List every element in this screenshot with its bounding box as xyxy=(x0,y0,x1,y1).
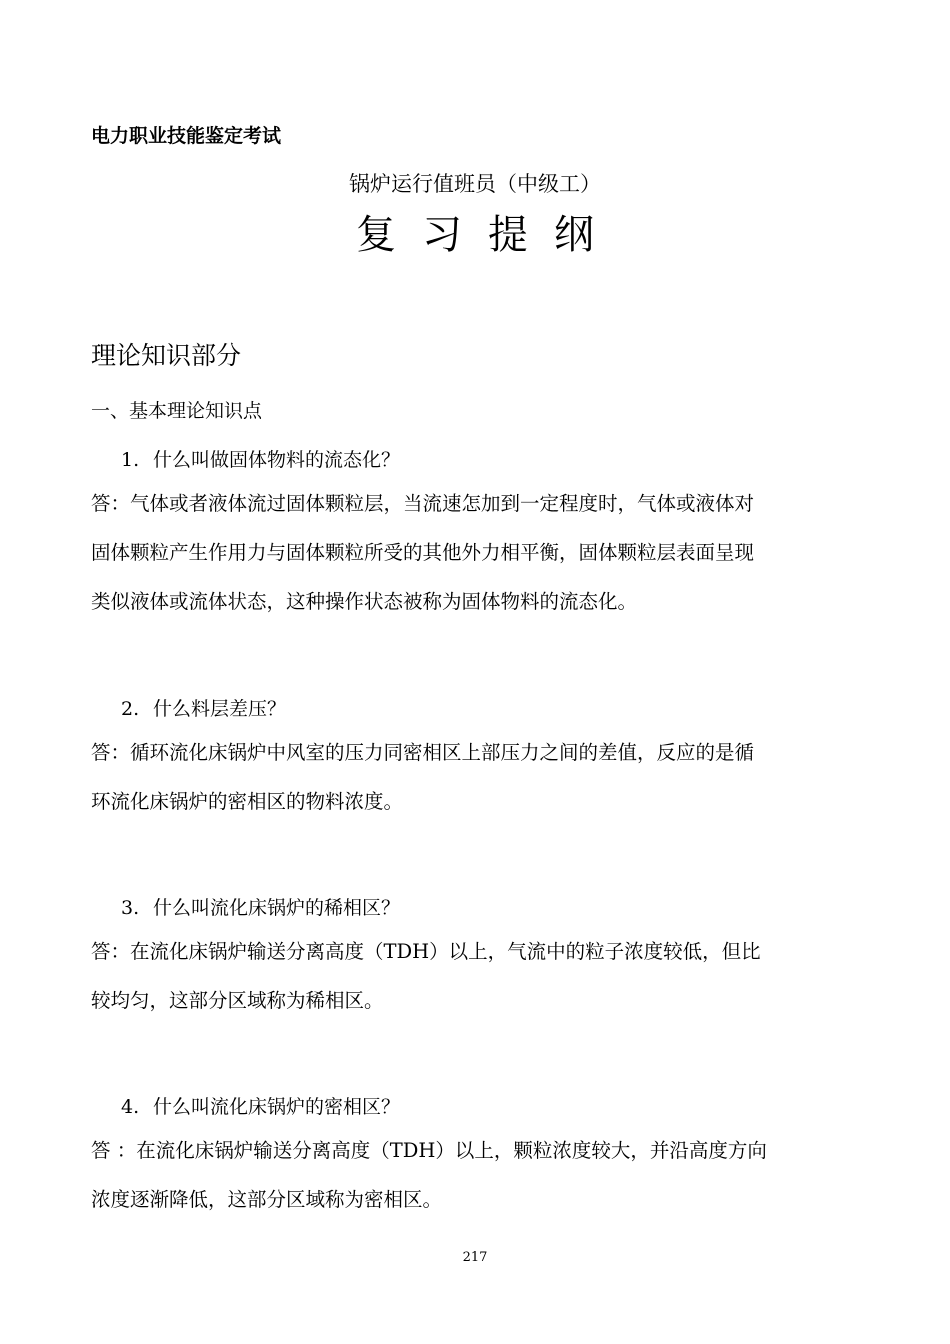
section-heading: 一、基本理论知识点 xyxy=(91,400,263,422)
question-number: 4. xyxy=(121,1096,140,1118)
answer-line: 答：循环流化床锅炉中风室的压力同密相区上部压力之间的差值，反应的是循 xyxy=(91,741,755,764)
exam-header: 电力职业技能鉴定考试 xyxy=(91,125,282,147)
question-number: 3. xyxy=(121,897,140,919)
question-number: 1. xyxy=(121,449,140,471)
answer-2 xyxy=(91,728,861,826)
answer-line: 浓度逐渐降低，这部分区域称为密相区。 xyxy=(91,1188,443,1211)
page-number: 217 xyxy=(462,1250,488,1265)
question-text: 什么叫流化床锅炉的稀相区？ xyxy=(153,897,401,919)
answer-1 xyxy=(91,479,861,626)
answer-3 xyxy=(91,927,861,1025)
answer-line: 环流化床锅炉的密相区的物料浓度。 xyxy=(91,790,404,813)
question-text: 什么叫做固体物料的流态化？ xyxy=(153,449,401,471)
question-text: 什么叫流化床锅炉的密相区？ xyxy=(153,1096,401,1118)
answer-line: 答：在流化床锅炉输送分离高度（TDH）以上，气流中的粒子浓度较低，但比 xyxy=(91,940,761,963)
document-subtitle: 锅炉运行值班员（中级工） xyxy=(349,172,601,196)
qa-item-1 xyxy=(91,445,861,626)
document-title: 复习提纲 xyxy=(356,212,620,258)
qa-item-3 xyxy=(91,893,861,1025)
answer-line: 较均匀，这部分区域称为稀相区。 xyxy=(91,989,384,1012)
question-3 xyxy=(91,893,861,923)
answer-line: 类似液体或流体状态，这种操作状态被称为固体物料的流态化。 xyxy=(91,590,638,613)
answer-line: 固体颗粒产生作用力与固体颗粒所受的其他外力相平衡，固体颗粒层表面呈现 xyxy=(91,541,755,564)
qa-item-4 xyxy=(91,1092,861,1224)
qa-item-2 xyxy=(91,694,861,826)
question-4 xyxy=(91,1092,861,1122)
answer-4 xyxy=(91,1126,861,1224)
question-number: 2. xyxy=(121,698,140,720)
question-2 xyxy=(91,694,861,724)
answer-line: 答 ：在流化床锅炉输送分离高度（TDH）以上，颗粒浓度较大，并沿高度方向 xyxy=(91,1139,767,1162)
question-text: 什么料层差压？ xyxy=(153,698,287,720)
answer-line: 答：气体或者液体流过固体颗粒层，当流速怎加到一定程度时，气体或液体对 xyxy=(91,492,755,515)
part-heading: 理论知识部分 xyxy=(91,341,242,370)
question-1 xyxy=(91,445,861,475)
